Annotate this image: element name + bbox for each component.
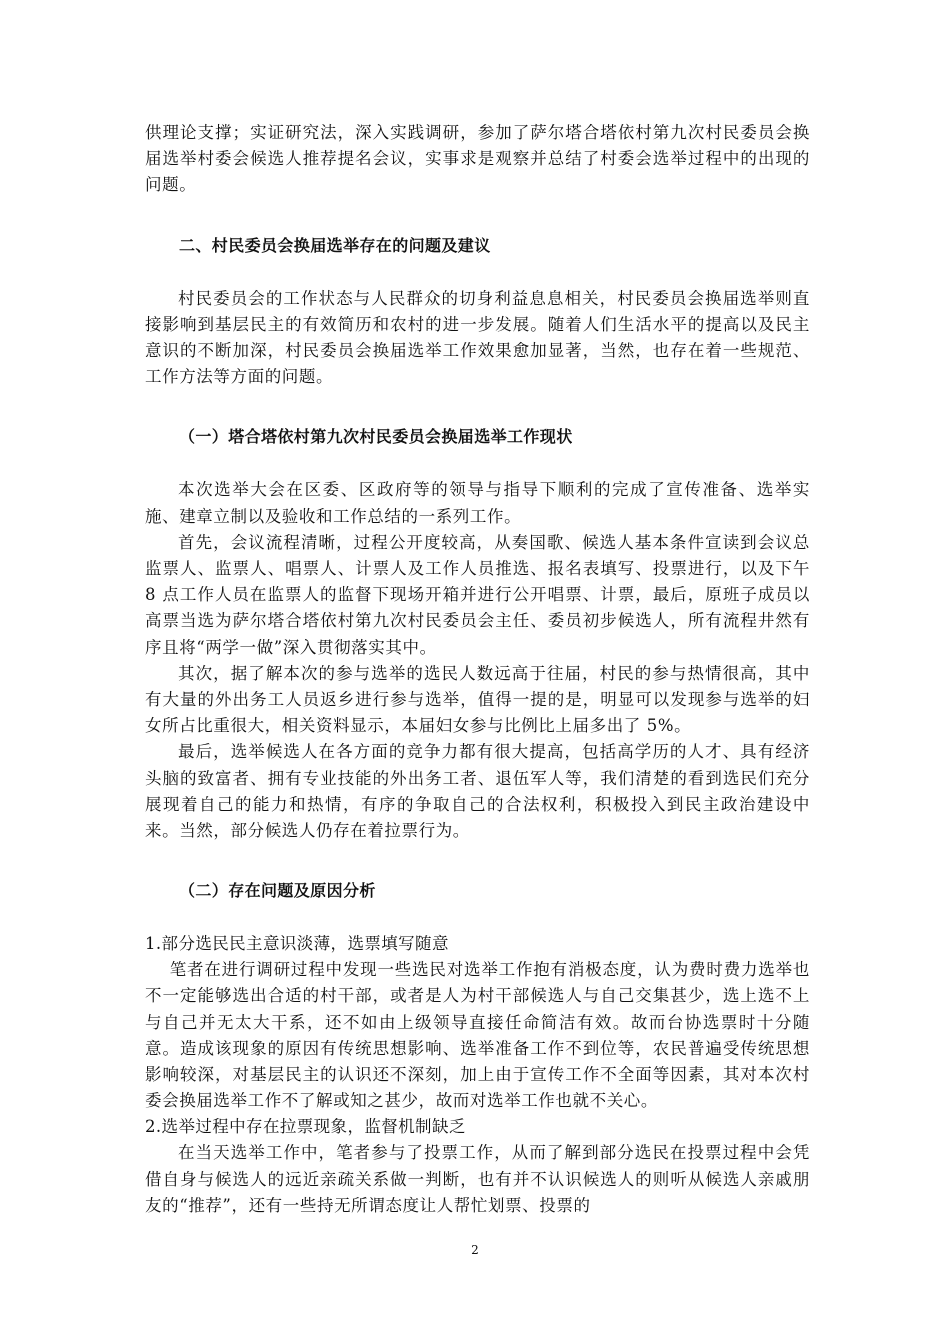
problem-2-paragraph: 在当天选举工作中，笔者参与了投票工作，从而了解到部分选民在投票过程中会凭借自身与候选人的远近亲疏关系做一判断，也有并不认识候选人的则听从候选人亲戚朋友的“推荐”，还有一些持无所谓态度让人帮忙划票、投票的 (145, 1143, 810, 1215)
status-paragraph-1: 本次选举大会在区委、区政府等的领导与指导下顺利的完成了宣传准备、选举实施、建章立制以及验收和工作总结的一系列工作。 (145, 480, 810, 526)
page-body (145, 120, 810, 1219)
section-heading-2: 二、村民委员会换届选举存在的问题及建议 (179, 235, 491, 255)
subsection-heading-1: （一）塔合塔依村第九次村民委员会换届选举工作现状 (179, 427, 573, 447)
status-paragraph-2: 首先，会议流程清晰，过程公开度较高，从奏国歌、候选人基本条件宣读到会议总监票人、监票人、唱票人、计票人及工作人员推选、报名表填写、投票进行，以及下午 8 点工作人员在监票人的监督下现场开箱并进行公开唱票、计票，最后，原班子成员以高票当选为萨尔塔合塔依村第九次村民委员会主任、委员初步候选人，所有流程井然有序且将“两学一做”深入贯彻落实其中。 (145, 532, 810, 657)
problem-1-paragraph: 笔者在进行调研过程中发现一些选民对选举工作抱有消极态度，认为费时费力选举也不一定能够选出合适的村干部，或者是人为村干部候选人与自己交集甚少，选上选不上与自己并无太大干系，还不如由上级领导直接任命简洁有效。故而台协选票时十分随意。造成该现象的原因有传统思想影响、选举准备工作不到位等，农民普遍受传统思想影响较深，对基层民主的认识还不深刻，加上由于宣传工作不全面等因素，其对本次村委会换届选举工作不了解或知之甚少，故而对选举工作也就不关心。 (145, 960, 810, 1111)
problem-2-title: 2.选举过程中存在拉票现象，监督机制缺乏 (145, 1117, 466, 1137)
status-paragraph-3: 其次，据了解本次的参与选举的选民人数远高于往届，村民的参与热情很高，其中有大量的外出务工人员返乡进行参与选举，值得一提的是，明显可以发现参与选举的妇女所占比重很大，相关资料显示，本届妇女参与比例比上届多出了 5%。 (145, 663, 810, 736)
page-number: 2 (471, 1243, 479, 1257)
intro-paragraph: 供理论支撑；实证研究法，深入实践调研，参加了萨尔塔合塔依村第九次村民委员会换届选举村委会候选人推荐提名会议，实事求是观察并总结了村委会选举过程中的出现的问题。 (145, 123, 810, 195)
problem-1-title: 1.部分选民民主意识淡薄，选票填写随意 (145, 934, 449, 954)
subsection-heading-2: （二）存在问题及原因分析 (179, 881, 376, 901)
status-paragraph-4: 最后，选举候选人在各方面的竞争力都有很大提高，包括高学历的人才、具有经济头脑的致富者、拥有专业技能的外出务工者、退伍军人等，我们清楚的看到选民们充分展现着自己的能力和热情，有序的争取自己的合法权利，积极投入到民主政治建设中来。当然，部分候选人仍存在着拉票行为。 (145, 742, 810, 841)
section-2-paragraph: 村民委员会的工作状态与人民群众的切身利益息息相关，村民委员会换届选举则直接影响到基层民主的有效简历和农村的进一步发展。随着人们生活水平的提高以及民主意识的不断加深，村民委员会换届选举工作效果愈加显著，当然，也存在着一些规范、工作方法等方面的问题。 (145, 288, 810, 387)
